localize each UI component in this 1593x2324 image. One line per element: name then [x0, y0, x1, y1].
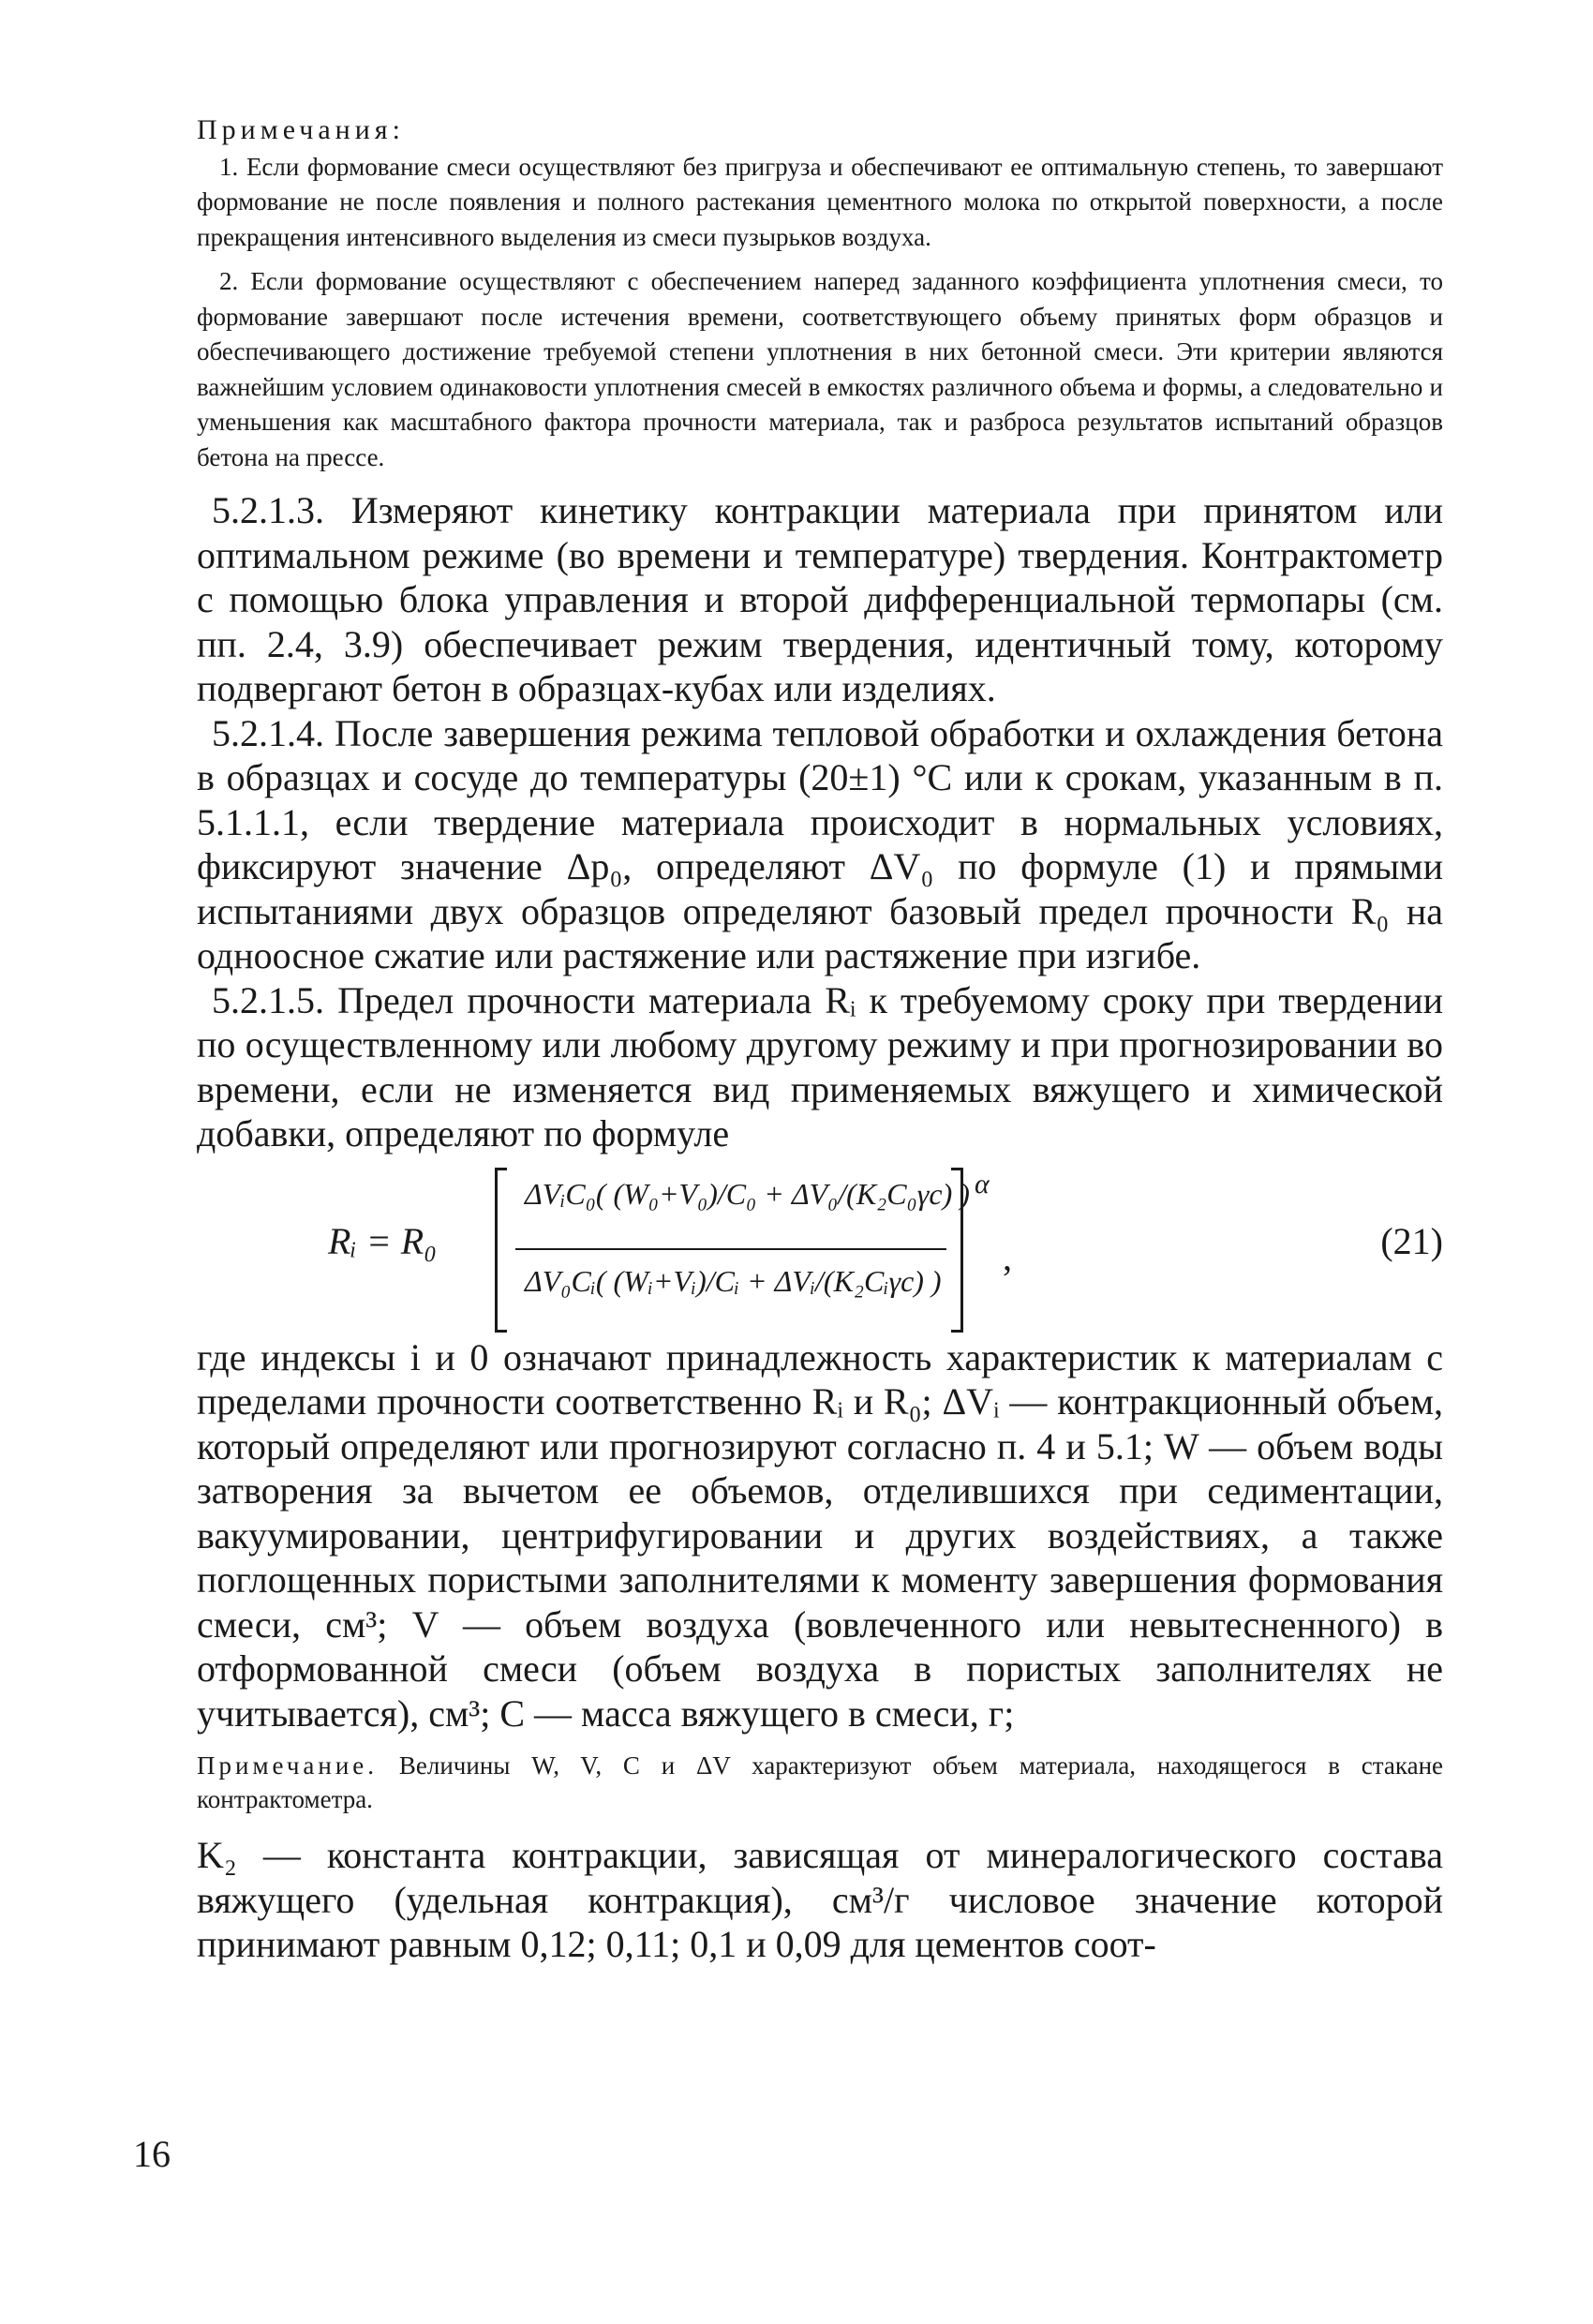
note-1: 1. Если формование смеси осуществляют без пригруза и обеспечивают ее оптимальную степень, то завершают формование не после появления и полного растекания цементного молока по открытой поверхности, а после прекращения интенсивного выделения из смеси пузырьков воздуха.	[197, 152, 1443, 251]
notes-block	[197, 112, 1443, 475]
main-text	[197, 488, 1443, 1736]
tail-text	[197, 1833, 1443, 1967]
note-2: 2. Если формование осуществляют с обеспечением наперед заданного коэффициента уплотнения смеси, то формование завершают после истечения времени, соответствующего объему принятых форм образцов и обеспечивающего достижение требуемой степени уплотнения в них бетонной смеси. Эти критерии являются важнейшим условием одинаковости уплотнения смесей в емкостях различного объема и формы, а следовательно и уменьшения как масштабного фактора прочности материала, так и разброса результатов испытаний образцов бетона на прессе.	[197, 267, 1443, 471]
small-note-label: Примечание.	[197, 1751, 379, 1780]
paragraph-k2: K₂ — константа контракции, зависящая от минералогического состава вяжущего (удельная контракция), см³/г числовое значение которой принимают равным 0,12; 0,11; 0,1 и 0,09 для цементов соот-	[197, 1834, 1443, 1965]
paragraph-5-2-1-3: 5.2.1.3. Измеряют кинетику контракции материала при принятом или оптимальном режиме (во времени и температуре) твердения. Контрактометр с помощью блока управления и второй дифференциальной термопары (см. пп. 2.4, 3.9) обеспечивает режим твердения, идентичный тому, которому подвергают бетон в образцах-кубах или изделиях.	[197, 489, 1443, 709]
page-body	[197, 112, 1443, 1967]
notes-title: Примечания:	[197, 114, 405, 145]
formula-comma: ,	[1003, 1235, 1012, 1278]
small-note-text: Величины W, V, C и ΔV характеризуют объем материала, находящегося в стакане контрактометра.	[197, 1751, 1444, 1813]
formula-numerator: ΔVᵢC₀( (W₀+V₀)/C₀ + ΔV₀/(K₂C₀γc) )	[525, 1176, 970, 1211]
formula-power: α	[975, 1168, 990, 1199]
fraction-bar	[515, 1248, 946, 1250]
paragraph-5-2-1-5: 5.2.1.5. Предел прочности материала Rᵢ к требуемому сроку при твердении по осуществленному или любому другому режиму и при прогнозировании во времени, если не изменяется вид применяемых вяжущего и химической добавки, определяют по формуле	[197, 978, 1443, 1155]
formula-denominator: ΔV₀Cᵢ( (Wᵢ+Vᵢ)/Cᵢ + ΔVᵢ/(K₂Cᵢγc) )	[525, 1263, 942, 1298]
small-note	[197, 1749, 1443, 1816]
equation-number: (21)	[1380, 1219, 1443, 1262]
paragraph-where: где индексы i и 0 означают принадлежность характеристик к материалам с пределами прочности соответственно Rᵢ и R₀; ΔVᵢ — контракционный объем, который определяют или прогнозируют согласно п. 4 и 5.1; W — объем воды затворения за вычетом ее объемов, отделившихся при седиментации, вакуумировании, центрифугировании и других воздействиях, а также поглощенных пористыми заполнителями к моменту завершения формования смеси, см³; V — объем воздуха (вовлеченного или невытесненного) в отформованной смеси (объем воздуха в пористых заполнителях не учитывается), см³; С — масса вяжущего в смеси, г;	[197, 1335, 1443, 1735]
paragraph-5-2-1-4: 5.2.1.4. После завершения режима тепловой обработки и охлаждения бетона в образцах и сосуде до температуры (20±1) °С или к срокам, указанным в п. 5.1.1.1, если твердение материала происходит в нормальных условиях, фиксируют значение Δp₀, определяют ΔV₀ по формуле (1) и прямыми испытаниями двух образцов определяют базовый предел прочности R₀ на одноосное сжатие или растяжение или растяжение при изгибе.	[197, 711, 1443, 976]
page-number: 16	[133, 2133, 171, 2175]
left-bracket	[495, 1168, 507, 1333]
formula-lhs: Rᵢ = R₀	[328, 1219, 438, 1262]
formula-21	[197, 1168, 1443, 1332]
right-bracket	[951, 1168, 963, 1333]
